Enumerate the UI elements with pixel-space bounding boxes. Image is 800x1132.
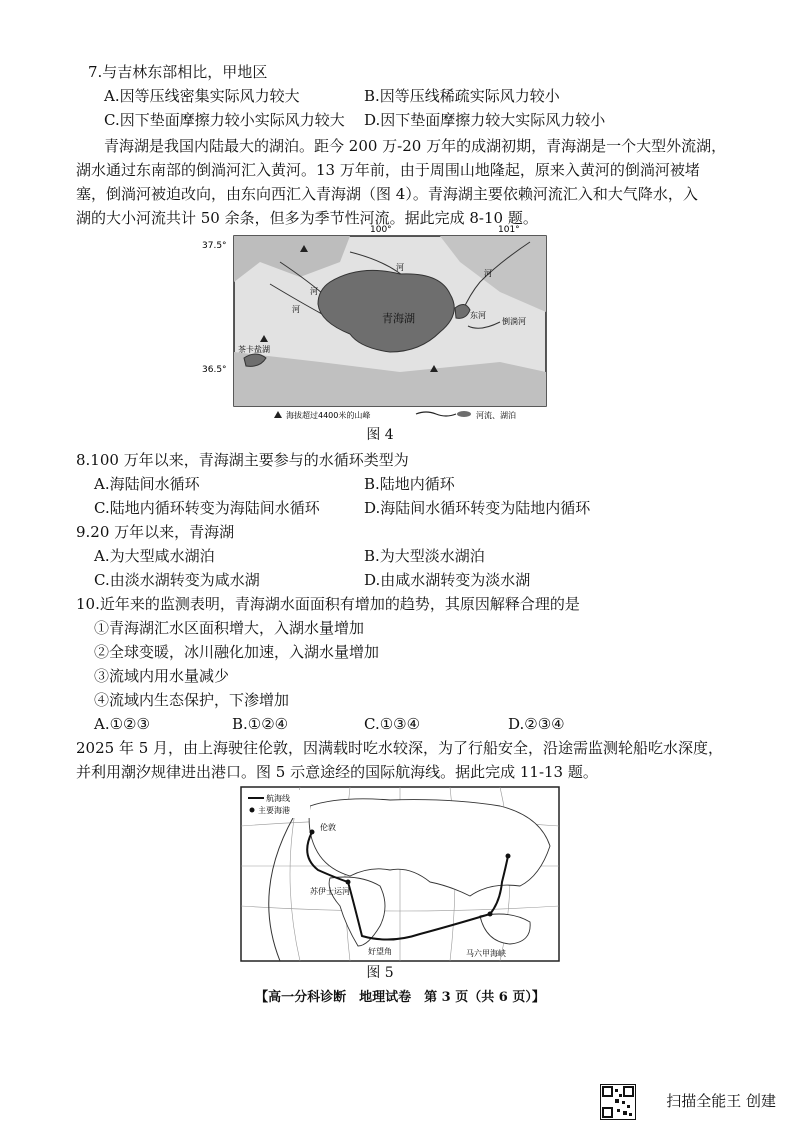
q10-stem: 10.近年来的监测表明，青海湖水面面积有增加的趋势，其原因解释合理的是 — [76, 595, 580, 613]
q9-option-b: B.为大型淡水湖泊 — [364, 547, 485, 565]
river-label: 河 — [310, 287, 318, 296]
q10-option-a: A.①②③ — [94, 715, 150, 733]
lake-label: 青海湖 — [382, 312, 415, 325]
legend-peak-icon — [274, 411, 282, 418]
q8-option-d: D.海陆间水循环转变为陆地内循环 — [364, 499, 591, 517]
river-label: 河 — [292, 305, 300, 314]
q10-item-4: ④流域内生态保护，下渗增加 — [94, 691, 290, 709]
figure-5 — [240, 786, 560, 962]
q8-option-b: B.陆地内循环 — [364, 475, 455, 493]
passage1-line-1: 青海湖是我国内陆最大的湖泊。距今 200 万-20 万年的成湖初期，青海湖是一个大型外流湖， — [104, 137, 727, 155]
qinghai-lake-map — [200, 222, 560, 427]
page-footer: 【高一分科诊断 地理试卷 第 3 页（共 6 页）】 — [255, 990, 545, 1005]
q10-item-1: ①青海湖汇水区面积增大，入湖水量增加 — [94, 619, 365, 637]
lon-label-100: 100° — [370, 225, 392, 235]
legend-port-label: 主要海港 — [258, 806, 290, 815]
lat-label-37-5: 37.5° — [202, 241, 227, 251]
river-label: 河 — [396, 263, 404, 272]
legend-river-label: 河流、湖泊 — [476, 411, 516, 420]
port-marker — [346, 880, 351, 885]
q10-option-d: D.②③④ — [508, 715, 565, 733]
q10-item-3: ③流域内用水量减少 — [94, 667, 230, 685]
passage2-line-1: 2025 年 5 月，由上海驶往伦敦，因满载时吃水较深，为了行船安全，沿途需监测轮船吃水深度， — [76, 739, 724, 757]
q8-stem: 8.100 万年以来，青海湖主要参与的水循环类型为 — [76, 451, 409, 469]
passage1-line-2: 湖水通过东南部的倒淌河汇入黄河。13 万年前，由于周围山地隆起，原来入黄河的倒淌河被堵 — [76, 161, 700, 179]
q9-option-a: A.为大型咸水湖泊 — [94, 547, 215, 565]
figure-5-caption: 图 5 — [366, 965, 394, 981]
q10-item-2: ②全球变暖，冰川融化加速，入湖水量增加 — [94, 643, 380, 661]
q7-option-c: C.因下垫面摩擦力较小实际风力较大 — [104, 111, 345, 129]
qr-code-icon — [600, 1084, 636, 1120]
legend-peak-label: 海拔超过4400米的山峰 — [286, 411, 371, 420]
q9-option-c: C.由淡水湖转变为咸水湖 — [94, 571, 260, 589]
passage2-line-2: 并利用潮汐规律进出港口。图 5 示意途经的国际航海线。据此完成 11-13 题。 — [76, 763, 598, 781]
label-london: 伦敦 — [320, 823, 336, 832]
q9-option-d: D.由咸水湖转变为淡水湖 — [364, 571, 531, 589]
passage1-line-4: 湖的大小河流共计 50 余条，但多为季节性河流。据此完成 8-10 题。 — [76, 209, 538, 227]
scanner-watermark: 扫描全能王 创建 — [666, 1092, 776, 1110]
legend-river-icon — [416, 412, 456, 416]
q8-option-c: C.陆地内循环转变为海陆间水循环 — [94, 499, 320, 517]
figure-4-caption: 图 4 — [366, 427, 394, 443]
passage1-line-3: 塞，倒淌河被迫改向，由东向西汇入青海湖（图 4）。青海湖主要依赖河流汇入和大气降水，入 — [76, 185, 698, 203]
label-cape: 好望角 — [368, 947, 392, 956]
river-label: 河 — [484, 269, 492, 278]
figure-4 — [200, 222, 560, 427]
q7-option-d: D.因下垫面摩擦力较大实际风力较小 — [364, 111, 606, 129]
q10-option-b: B.①②④ — [232, 715, 289, 733]
legend-port-icon — [250, 808, 255, 813]
q7-stem: 7.与吉林东部相比，甲地区 — [88, 63, 268, 81]
salt-lake-label: 茶卡盐湖 — [238, 345, 270, 354]
q10-option-c: C.①③④ — [364, 715, 421, 733]
label-suez: 苏伊士运河 — [310, 887, 350, 896]
river-label: 东河 — [470, 311, 486, 320]
lon-label-101: 101° — [498, 225, 520, 235]
label-malacca: 马六甲海峡 — [466, 949, 506, 958]
q9-stem: 9.20 万年以来，青海湖 — [76, 523, 235, 541]
lat-label-36-5: 36.5° — [202, 365, 227, 375]
q7-option-a: A.因等压线密集实际风力较大 — [104, 87, 300, 105]
legend-lake-icon — [457, 411, 471, 417]
port-marker — [506, 854, 511, 859]
legend-route-label: 航海线 — [266, 794, 290, 803]
port-marker — [310, 830, 315, 835]
shipping-route-map — [240, 786, 560, 962]
river-label: 倒淌河 — [502, 317, 526, 326]
port-marker — [488, 912, 493, 917]
q7-option-b: B.因等压线稀疏实际风力较小 — [364, 87, 560, 105]
q8-option-a: A.海陆间水循环 — [94, 475, 200, 493]
